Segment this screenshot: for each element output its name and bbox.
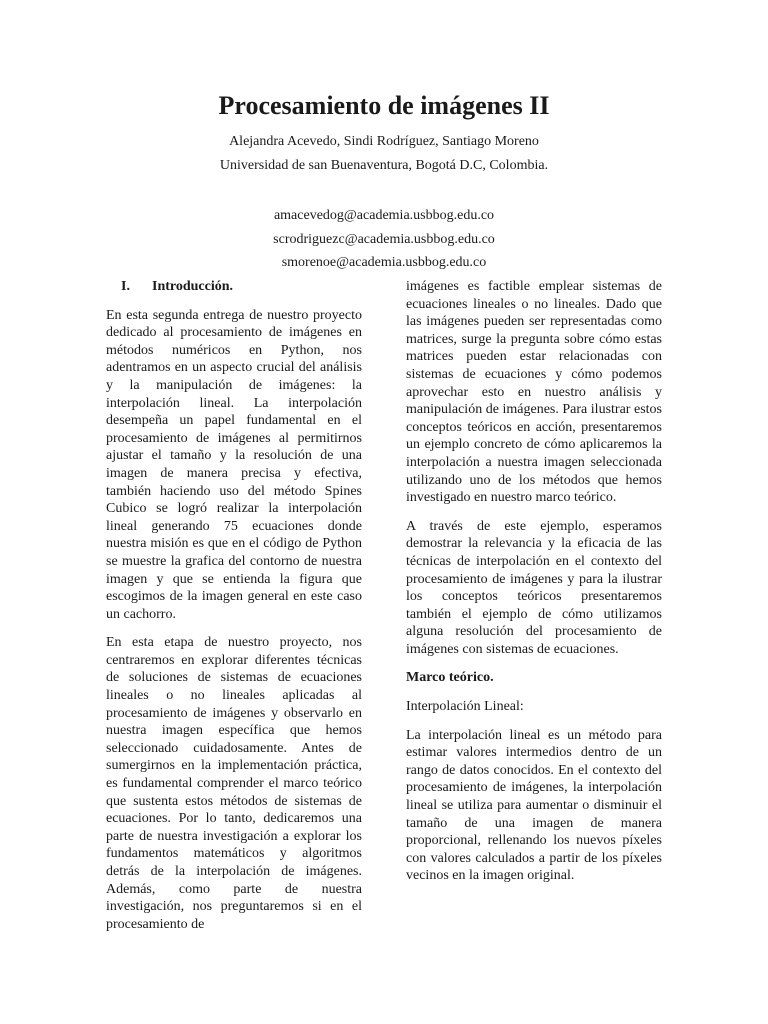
body-paragraph: En esta segunda entrega de nuestro proyecto dedicado al procesamiento de imágenes en métodos numéricos en Python, nos adentramos en un aspecto crucial del análisis y la manipulación de imágenes: la interpolación lineal. La interpolación desempeña un papel fundamental en el procesamiento de imágenes al permitirnos ajustar el tamaño y la resolución de una imagen de manera precisa y efectiva, también haciendo uso del método Spines Cubico se logró realizar la interpolación lineal generando 75 ecuaciones donde nuestra misión es que en el código de Python se muestre la grafica del contorno de nuestra imagen y que se entienda la figura que escogimos de la imagen general en este caso un cachorro.	[106, 307, 362, 622]
section-number: I.	[121, 279, 130, 294]
author-list: Alejandra Acevedo, Sindi Rodríguez, Santiago Moreno	[229, 134, 539, 149]
paper-title: Procesamiento de imágenes II	[218, 91, 550, 120]
body-paragraph: La interpolación lineal es un método para estimar valores intermedios dentro de un rango de datos conocidos. En el contexto del procesamiento de imágenes, la interpolación lineal se utiliza para aumentar o disminuir el tamaño de una imagen de manera proporcional, rellenando los nuevos píxeles con valores calculados a partir de los píxeles vecinos en la imagen original.	[406, 727, 662, 884]
author-email: smorenoe@academia.usbbog.edu.co	[281, 255, 487, 270]
body-paragraph: A través de este ejemplo, esperamos demostrar la relevancia y la eficacia de las técnicas de interpolación en el contexto del procesamiento de imágenes y para la ilustrar los conceptos teóricos presentaremos también el ejemplo de cómo utilizamos alguna resolución del procesamiento de imágenes con sistemas de ecuaciones.	[406, 518, 662, 657]
section-heading-introduccion	[106, 278, 362, 296]
affiliation: Universidad de san Buenaventura, Bogotá D.C, Colombia.	[219, 158, 549, 173]
email-list	[0, 204, 768, 275]
subsection-heading: Interpolación Lineal:	[406, 699, 524, 715]
body-paragraph: En esta etapa de nuestro proyecto, nos centraremos en explorar diferentes técnicas de soluciones de sistemas de ecuaciones lineales o no lineales aplicadas al procesamiento de imágenes y observarlo en nuestra imagen específica que hemos seleccionado cuidadosamente. Antes de sumergirnos en la implementación práctica, es fundamental comprender el marco teórico que sustenta estos métodos de sistemas de ecuaciones. Por lo tanto, dedicaremos una parte de nuestra investigación a explorar los fundamentos matemáticos y algoritmos detrás de la interpolación de imágenes. Además, como parte de nuestra investigación, nos preguntaremos si en el procesamiento de	[106, 635, 362, 932]
author-email: amacevedog@academia.usbbog.edu.co	[273, 208, 495, 223]
right-column	[406, 278, 662, 896]
section-title: Introducción.	[152, 279, 234, 294]
author-email: scrodriguezc@academia.usbbog.edu.co	[273, 231, 495, 247]
left-column	[106, 278, 362, 944]
body-paragraph: imágenes es factible emplear sistemas de ecuaciones lineales o no lineales. Dado que las imágenes pueden ser representadas como matrices, surge la pregunta sobre cómo estas matrices pueden estar relacionadas con sistemas de ecuaciones y cómo podemos aprovechar esto en nuestro análisis y manipulación de imágenes. Para ilustrar estos conceptos teóricos en acción, presentaremos un ejemplo concreto de cómo aplicaremos la interpolación a nuestra imagen seleccionada utilizando uno de los métodos que hemos investigado en nuestro marco teórico.	[406, 279, 662, 506]
section-heading-marco-teorico: Marco teórico.	[406, 670, 494, 686]
